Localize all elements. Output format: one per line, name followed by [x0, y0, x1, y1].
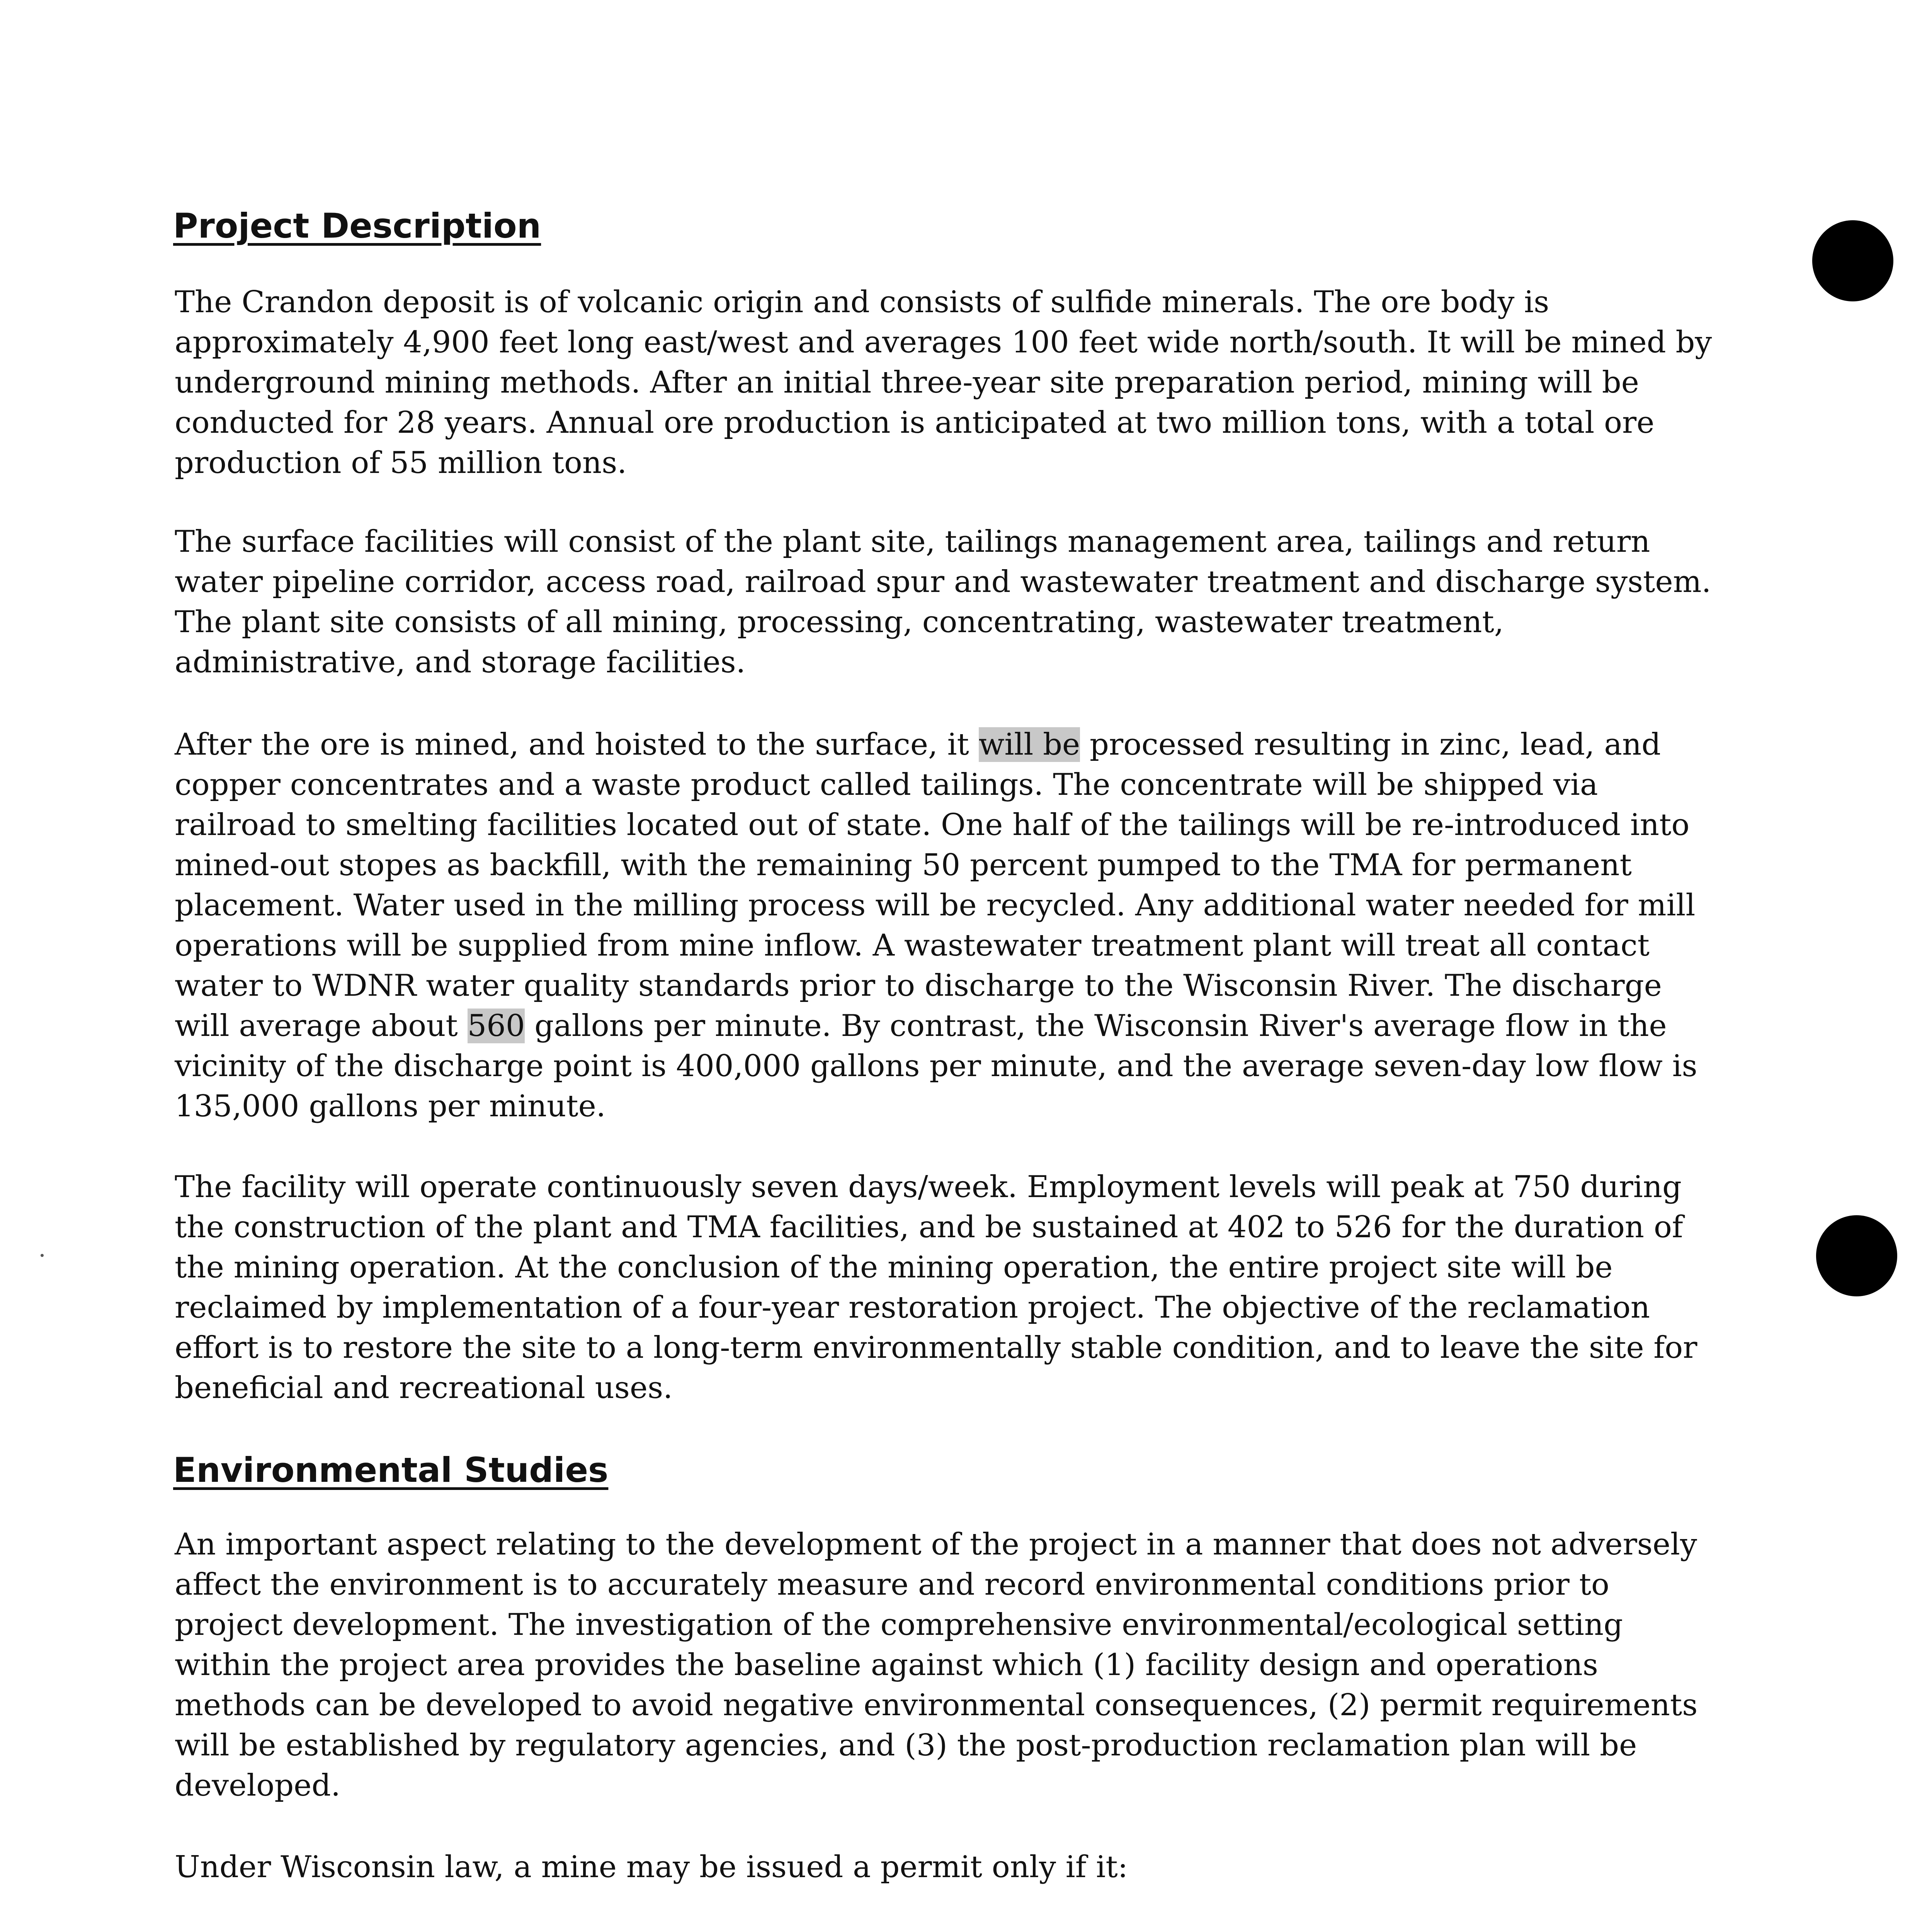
- punch-hole-middle: [1816, 1215, 1897, 1296]
- paragraph-operations: The facility will operate continuously seven days/week. Employment levels will peak at 750 during the construction of the plant and TMA facilities, and be sustained at 402 to 526 for the duration of the mining operation. At the conclusion of the mining operation, the entire project site will be reclaimed by implementation of a four-year restoration project. The objective of the reclamation effort is to restore the site to a long-term environmentally stable condition, and to leave the site for beneficial and recreational uses.: [175, 1170, 1697, 1405]
- paragraph-deposit: The Crandon deposit is of volcanic origin and consists of sulfide minerals. The ore body is approximately 4,900 feet long east/west and averages 100 feet wide north/south. It will be mined by underground mining methods. After an initial three-year site preparation period, mining will be conducted for 28 years. Annual ore production is anticipated at two million tons, with a total ore production of 55 million tons.: [175, 285, 1712, 480]
- ore-processing-text-1: After the ore is mined, and hoisted to the surface, it: [175, 727, 979, 762]
- highlighted-text-will-be: will be: [978, 727, 1080, 762]
- punch-hole-top: [1812, 220, 1893, 301]
- paragraph-surface-facilities: The surface facilities will consist of the plant site, tailings management area, tailings and return water pipeline corridor, access road, railroad spur and wastewater treatment and discharge system. The plant site consists of all mining, processing, concentrating, wastewater treatment, administrative, and storage facilities.: [175, 524, 1711, 680]
- ore-processing-text-2: processed resulting in zinc, lead, and copper concentrates and a waste product called tailings. The concentrate will be shipped via railroad to smelting facilities located out of state. One half of the tailings will be re-introduced into mined-out stopes as backfill, with the remaining 50 percent pumped to the TMA for permanent placement. Water used in the milling process will be recycled. Any additional water needed for mill operations will be supplied from mine inflow. A wastewater treatment plant will treat all contact water to WDNR water quality standards prior to discharge to the Wisconsin River. The discharge will average about: [175, 727, 1696, 1043]
- project-description-heading: Project Description: [173, 206, 541, 246]
- paragraph-environmental-aspect: An important aspect relating to the development of the project in a manner that does not adversely affect the environment is to accurately measure and record environmental conditions prior to project development. The investigation of the comprehensive environmental/ecological setting within the project area provides the baseline against which (1) facility design and operations methods can be developed to avoid negative environmental consequences, (2) permit requirements will be established by regulatory agencies, and (3) the post-production reclamation plan will be developed.: [175, 1527, 1698, 1803]
- scan-speck: [41, 1254, 44, 1257]
- paragraph-ore-processing: [175, 724, 1713, 1126]
- environmental-studies-heading: Environmental Studies: [173, 1450, 609, 1490]
- highlighted-text-560: 560: [467, 1009, 525, 1043]
- paragraph-wisconsin-law: Under Wisconsin law, a mine may be issued a permit only if it:: [175, 1850, 1128, 1884]
- ore-processing-text-3: gallons per minute. By contrast, the Wisconsin River's average flow in the vicinity of the discharge point is 400,000 gallons per minute, and the average seven-day low flow is 135,000 gallons per minute.: [175, 1009, 1697, 1124]
